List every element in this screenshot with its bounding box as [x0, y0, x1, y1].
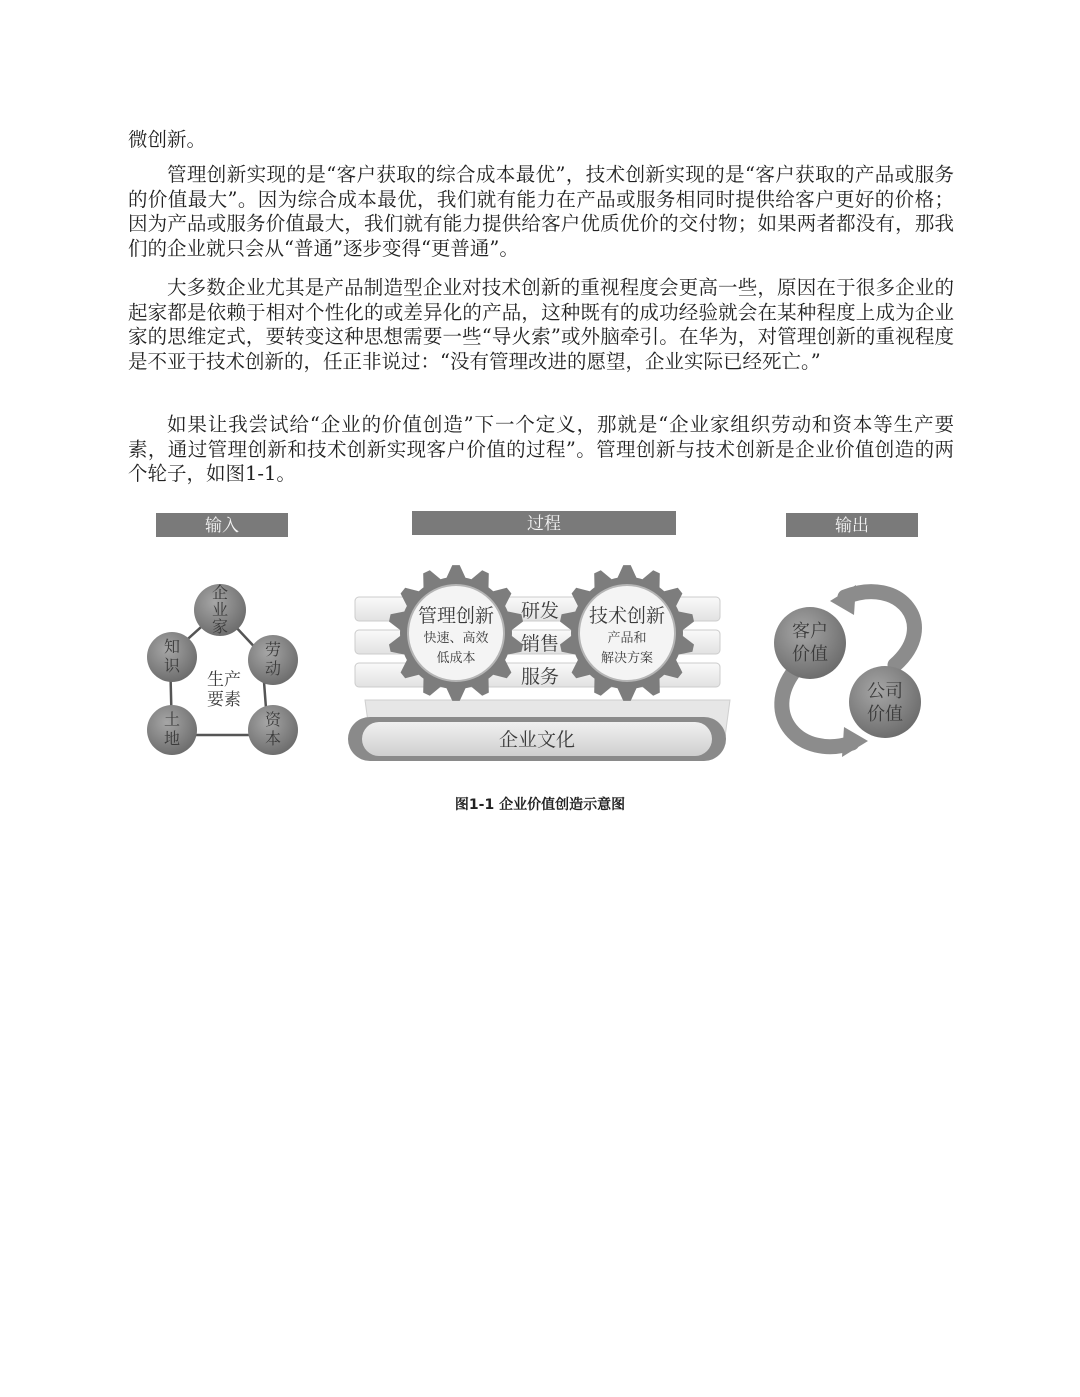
- gear-technology-sub2: 解决方案: [600, 651, 654, 666]
- node-entrepreneur-line1: 企: [211, 583, 229, 602]
- node-capital: [248, 705, 298, 755]
- paragraph-text: 大多数企业尤其是产品制造型企业对技术创新的重视程度会更高一些，原因在于很多企业的起家都是依赖于相对个性化的或差异化的产品，这种既有的成功经验就会在某种程度上成为企业家的思维定式，要转变这种思想需要一些“导火索”或外脑牵引。在华为，对管理创新的重视程度是不亚于技术创新的，任正非说过：“没有管理改进的愿望，企业实际已经死亡。”: [128, 276, 954, 373]
- paragraph-1: [128, 163, 954, 261]
- figure-caption: 图1-1 企业价值创造示意图: [454, 797, 626, 813]
- arrow-bottom-head-icon: [842, 727, 868, 757]
- node-customer-value: [774, 607, 846, 679]
- node-company-value-line1: 公司: [867, 681, 903, 702]
- paragraph-2: [128, 276, 954, 374]
- header-process-label: 过程: [527, 514, 561, 534]
- header-process: [412, 511, 676, 535]
- node-entrepreneur-line2: 业: [211, 600, 229, 619]
- figure-svg: [140, 505, 940, 785]
- node-labor: [248, 635, 298, 685]
- header-input-label: 输入: [205, 516, 239, 536]
- culture-base-label: 企业文化: [498, 729, 576, 751]
- paragraph-text: 微创新。: [128, 128, 207, 151]
- arrow-top-head-icon: [830, 585, 856, 615]
- input-factors: [147, 583, 298, 755]
- paragraph-3: [128, 413, 954, 487]
- node-knowledge-line1: 知: [163, 637, 181, 656]
- arrow-bottom-icon: [782, 670, 852, 747]
- header-input: [156, 513, 288, 537]
- arrow-top-icon: [845, 592, 914, 665]
- node-land-line1: 土: [163, 710, 181, 729]
- node-capital-line2: 本: [264, 729, 282, 748]
- node-capital-line1: 资: [264, 710, 282, 729]
- header-output-label: 输出: [835, 516, 869, 536]
- paragraph-0: [128, 128, 954, 153]
- output-section: [774, 585, 921, 757]
- gear-technology-title: 技术创新: [588, 605, 666, 627]
- node-entrepreneur-line3: 家: [211, 617, 229, 636]
- paragraph-text: 管理创新实现的是“客户获取的综合成本最优”，技术创新实现的是“客户获取的产品或服务的价值最大”。因为综合成本最优，我们就有能力在产品或服务相同时提供给客户更好的价格；因为产品或服务价值最大，我们就有能力提供给客户优质优价的交付物；如果两者都没有，那我们的企业就只会从“普通”逐步变得“更普通”。: [128, 163, 954, 260]
- paragraph-text: 如果让我尝试给“企业的价值创造”下一个定义，那就是“企业家组织劳动和资本等生产要素，通过管理创新和技术创新实现客户价值的过程”。管理创新与技术创新是企业价值创造的两个轮子，如图1-1。: [128, 413, 954, 485]
- node-land-line2: 地: [163, 729, 181, 748]
- process-section: [348, 565, 730, 761]
- node-customer-value-line2: 价值: [792, 644, 828, 665]
- node-knowledge-line2: 识: [163, 656, 181, 675]
- process-item-rnd: 研发: [520, 600, 560, 622]
- production-factors-line1: 生产: [207, 670, 241, 690]
- header-output: [786, 513, 918, 537]
- node-knowledge: [147, 632, 197, 682]
- gear-management-sub2: 低成本: [436, 651, 476, 666]
- process-item-sales: 销售: [520, 633, 560, 655]
- process-item-service: 服务: [520, 666, 560, 688]
- gear-management-title: 管理创新: [417, 605, 495, 627]
- value-creation-figure: [140, 505, 940, 785]
- node-land: [147, 705, 197, 755]
- node-labor-line2: 动: [264, 659, 282, 678]
- node-customer-value-line1: 客户: [792, 621, 828, 642]
- node-labor-line1: 劳: [264, 640, 282, 659]
- node-company-value: [849, 666, 921, 738]
- production-factors-line2: 要素: [207, 690, 241, 710]
- gear-management-sub1: 快速、高效: [423, 631, 489, 646]
- node-company-value-line2: 价值: [867, 704, 903, 725]
- gear-technology-sub1: 产品和: [607, 631, 647, 646]
- node-entrepreneur: [194, 583, 246, 636]
